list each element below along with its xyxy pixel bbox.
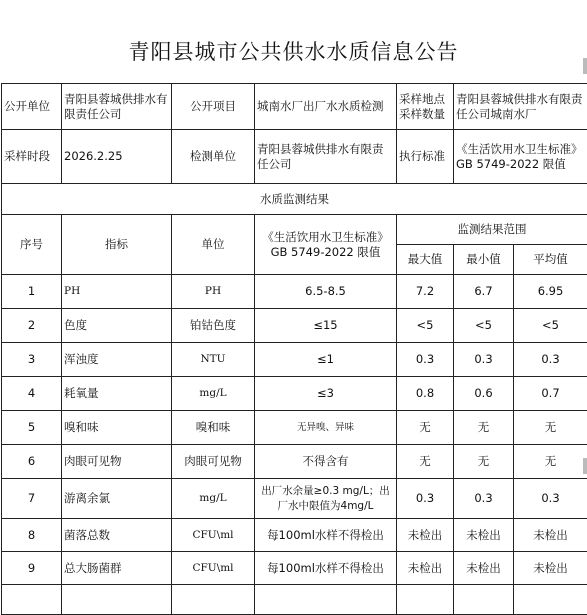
row-limit: 不得含有 <box>255 445 397 479</box>
row-avg: 0.3 <box>514 343 587 377</box>
row-no: 8 <box>2 519 62 552</box>
row-avg: 6.95 <box>514 275 587 309</box>
row-max: 无 <box>397 445 454 479</box>
section-title-row <box>2 184 587 215</box>
table-row <box>2 552 587 585</box>
scrollbar-handle-middle[interactable] <box>583 458 587 474</box>
row-unit: mg/L <box>172 479 255 519</box>
info-value-project: 城南水厂出厂水水质检测 <box>255 84 397 130</box>
section-title: 水质监测结果 <box>2 184 587 215</box>
row-avg: <5 <box>514 309 587 343</box>
table-row <box>2 411 587 445</box>
table-row <box>2 309 587 343</box>
info-label-sampling-site: 采样地点采样数量 <box>397 84 454 130</box>
row-no: 9 <box>2 552 62 585</box>
page-title: 青阳县城市公共供水水质信息公告 <box>0 36 587 66</box>
row-min: <5 <box>454 309 514 343</box>
row-unit: 肉眼可见物 <box>172 445 255 479</box>
row-limit: 每100ml水样不得检出 <box>255 552 397 585</box>
header-limit: 《生活饮用水卫生标准》GB 5749-2022 限值 <box>255 215 397 275</box>
row-indicator: 浑浊度 <box>62 343 172 377</box>
row-avg: 未检出 <box>514 519 587 552</box>
row-no: 2 <box>2 309 62 343</box>
row-min: 0.3 <box>454 479 514 519</box>
header-max: 最大值 <box>397 245 454 275</box>
row-max: <5 <box>397 309 454 343</box>
info-label-sampling-time: 采样时段 <box>2 130 62 184</box>
row-indicator: 嗅和味 <box>62 411 172 445</box>
row-limit: ≤15 <box>255 309 397 343</box>
table-row <box>2 445 587 479</box>
table-row <box>2 377 587 411</box>
info-label-project: 公开项目 <box>172 84 255 130</box>
row-unit: CFU\ml <box>172 552 255 585</box>
header-unit: 单位 <box>172 215 255 275</box>
row-no: 4 <box>2 377 62 411</box>
row-limit: 6.5-8.5 <box>255 275 397 309</box>
row-unit: 铂钴色度 <box>172 309 255 343</box>
table-row <box>2 519 587 552</box>
table-row <box>2 275 587 309</box>
info-value-testing-unit: 青阳县蓉城供排水有限责任公司 <box>255 130 397 184</box>
row-no: 5 <box>2 411 62 445</box>
row-max: 未检出 <box>397 552 454 585</box>
row-limit: ≤3 <box>255 377 397 411</box>
row-min: 0.3 <box>454 343 514 377</box>
row-avg: 0.3 <box>514 479 587 519</box>
row-avg: 0.7 <box>514 377 587 411</box>
row-max: 0.3 <box>397 343 454 377</box>
row-avg: 未检出 <box>514 552 587 585</box>
row-indicator: PH <box>62 275 172 309</box>
row-limit: ≤1 <box>255 343 397 377</box>
header-range: 监测结果范围 <box>397 215 587 245</box>
row-max: 7.2 <box>397 275 454 309</box>
info-value-sampling-time: 2026.2.25 <box>62 130 172 184</box>
row-unit: NTU <box>172 343 255 377</box>
row-unit: 嗅和味 <box>172 411 255 445</box>
table-row <box>2 343 587 377</box>
row-no: 6 <box>2 445 62 479</box>
row-no: 1 <box>2 275 62 309</box>
info-label-publisher: 公开单位 <box>2 84 62 130</box>
row-min: 6.7 <box>454 275 514 309</box>
row-avg: 无 <box>514 445 587 479</box>
info-row-1 <box>2 84 587 130</box>
header-min: 最小值 <box>454 245 514 275</box>
info-row-2 <box>2 130 587 184</box>
row-max: 0.8 <box>397 377 454 411</box>
row-limit: 每100ml水样不得检出 <box>255 519 397 552</box>
row-avg: 无 <box>514 411 587 445</box>
info-value-sampling-site: 青阳县蓉城供排水有限责任公司城南水厂 <box>454 84 587 130</box>
row-indicator: 色度 <box>62 309 172 343</box>
row-min: 0.6 <box>454 377 514 411</box>
header-indicator: 指标 <box>62 215 172 275</box>
info-label-testing-unit: 检测单位 <box>172 130 255 184</box>
info-value-standard: 《生活饮用水卫生标准》GB 5749-2022 限值 <box>454 130 587 184</box>
table-row <box>2 479 587 519</box>
row-indicator: 菌落总数 <box>62 519 172 552</box>
scrollbar-handle-top[interactable] <box>583 58 587 74</box>
row-max: 0.3 <box>397 479 454 519</box>
row-min: 无 <box>454 411 514 445</box>
row-no: 7 <box>2 479 62 519</box>
water-quality-table <box>1 83 587 615</box>
info-label-standard: 执行标准 <box>397 130 454 184</box>
info-value-publisher: 青阳县蓉城供排水有限责任公司 <box>62 84 172 130</box>
row-min: 未检出 <box>454 519 514 552</box>
row-min: 未检出 <box>454 552 514 585</box>
row-unit: mg/L <box>172 377 255 411</box>
row-limit: 出厂水余量≥0.3 mg/L；出厂水中限值为4mg/L <box>255 479 397 519</box>
row-unit: PH <box>172 275 255 309</box>
row-max: 未检出 <box>397 519 454 552</box>
row-min: 无 <box>454 445 514 479</box>
row-limit: 无异嗅、异味 <box>255 411 397 445</box>
table-row-empty <box>2 585 587 615</box>
header-no: 序号 <box>2 215 62 275</box>
row-indicator: 耗氧量 <box>62 377 172 411</box>
row-unit: CFU\ml <box>172 519 255 552</box>
row-indicator: 总大肠菌群 <box>62 552 172 585</box>
header-avg: 平均值 <box>514 245 587 275</box>
row-no: 3 <box>2 343 62 377</box>
row-indicator: 游离余氯 <box>62 479 172 519</box>
row-max: 无 <box>397 411 454 445</box>
row-indicator: 肉眼可见物 <box>62 445 172 479</box>
header-row-1 <box>2 215 587 245</box>
